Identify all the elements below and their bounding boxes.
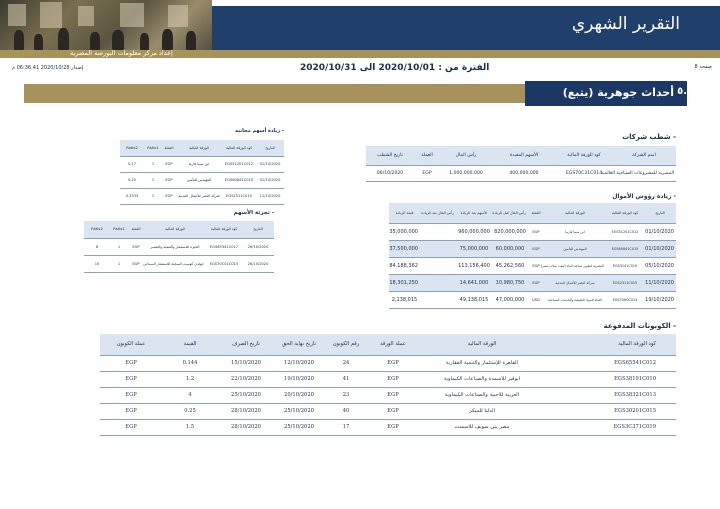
cell: ابن سينا فارما	[176, 156, 222, 172]
cell: شركة النصر للأعمال المدنية	[176, 188, 222, 204]
col-header: تاريخ نهاية الحق	[274, 334, 324, 355]
cell: EGP	[414, 165, 440, 181]
cell	[420, 274, 456, 291]
cell: 26/10/2020	[242, 238, 274, 255]
cell: 400,000,000	[492, 165, 556, 181]
col-header: تاريخ الشطب	[366, 146, 414, 165]
table-row	[389, 257, 676, 274]
cell: 28/10/2020	[218, 403, 274, 419]
col-header: كود الورقة المالية	[556, 146, 612, 165]
capital-header-row	[389, 203, 676, 223]
cell	[420, 291, 456, 308]
cell: EGP	[162, 156, 176, 172]
col-header: كود الورقة المالية	[222, 140, 256, 156]
cell: EGS3C371C019	[546, 419, 676, 435]
cell: المصرية للمشروعات السياحية العالمية	[612, 165, 676, 181]
cell: EGP	[162, 172, 176, 188]
col-header: قيمة الزيادة	[389, 203, 420, 223]
cell: EGS65341C017	[206, 238, 242, 255]
cell: 45,262,560	[492, 257, 528, 274]
cell: 25/10/2020	[274, 403, 324, 419]
cell: 0.3333	[120, 188, 144, 204]
col-header: العملة	[414, 146, 440, 165]
cell: المهندس للتأمين	[176, 172, 222, 188]
cell: ابن سينا فارما	[544, 223, 606, 240]
cell: 10,980,750	[492, 274, 528, 291]
table-row	[389, 291, 676, 308]
section-number: ٥.	[677, 86, 687, 97]
table-row	[100, 355, 676, 371]
cell: مصر بني سويف للاسمنت	[418, 419, 546, 435]
cell: 0.25	[120, 172, 144, 188]
cell: القناه للمواد الطبيعية والخدمات السياحية	[544, 291, 606, 308]
cell: 40	[324, 403, 368, 419]
cell: 19/10/2020	[644, 291, 676, 308]
col-header: الورقة المالية	[544, 203, 606, 223]
col-header: الأسهم المقيدة	[492, 146, 556, 165]
cell: 26/10/2020	[242, 255, 274, 272]
cell: USD	[528, 291, 544, 308]
cell: EGS2311C015	[606, 274, 644, 291]
cell: الدلتا للسكر	[418, 403, 546, 419]
cell: EGP	[528, 274, 544, 291]
cell: 60,000,000	[492, 240, 528, 257]
cell: 18,301,250	[389, 274, 420, 291]
col-header: التاريخ	[242, 221, 274, 238]
cell: EGP	[368, 419, 418, 435]
cell: 01/10/2020	[256, 156, 284, 172]
cell: 1	[144, 156, 162, 172]
cell: EGP	[528, 223, 544, 240]
cell: EGP	[368, 371, 418, 387]
table-row	[120, 172, 284, 188]
cell: 10	[84, 255, 110, 272]
cell: EGS38321C013	[546, 387, 676, 403]
cell: 0.25	[162, 403, 218, 419]
cell: 1,000,000,000	[440, 165, 492, 181]
col-header: العملة	[128, 221, 144, 238]
table-row	[389, 240, 676, 257]
cell: EGP	[162, 188, 176, 204]
col-header: Ratio1	[144, 140, 162, 156]
col-header: الورقة المالية	[176, 140, 222, 156]
capital-increase-table	[389, 203, 676, 309]
bonus-shares-heading: - زيادة أسهم مجانية	[235, 128, 284, 134]
cell	[420, 240, 456, 257]
cell: 19/10/2020	[274, 371, 324, 387]
cell: 8	[84, 238, 110, 255]
cell: 84,188,362	[389, 257, 420, 274]
cell: EGP	[528, 240, 544, 257]
report-title: التقرير الشهري	[571, 14, 680, 34]
cell: 2,138,015	[389, 291, 420, 308]
cell: EGS51201C012	[606, 223, 644, 240]
cell: 0.144	[162, 355, 218, 371]
cell: 24	[324, 355, 368, 371]
cell: 12/10/2020	[274, 355, 324, 371]
delisting-heading: - شطب شركات	[622, 133, 676, 141]
cell: EGP	[368, 403, 418, 419]
page-number: صفحة 8	[694, 64, 712, 70]
cell: جولدن كوست السخنة للاستثمار السياحي	[144, 255, 206, 272]
cell: 25/10/2020	[274, 419, 324, 435]
report-period: الفترة من : 2020/10/01 الى 2020/10/31	[300, 63, 490, 73]
cell: 35,000,000	[389, 223, 420, 240]
col-header: الأسهم بعد الزيادة	[456, 203, 492, 223]
cell: 49,138,015	[456, 291, 492, 308]
col-header: الورقة المالية	[144, 221, 206, 238]
cell: EGP	[100, 387, 162, 403]
cell: EGS51201C012	[222, 156, 256, 172]
issue-timestamp: إصدار 2020/10/28 06:36:41 م	[12, 65, 84, 71]
cell: 17	[324, 419, 368, 435]
col-header: العملة	[162, 140, 176, 156]
cell: 20/10/2020	[274, 387, 324, 403]
cell: EGP	[528, 257, 544, 274]
table-row	[120, 188, 284, 204]
cell: الجيزة للاستثمار والتنمية والتعمير	[144, 238, 206, 255]
delisting-header-row	[366, 146, 676, 165]
table-row	[100, 403, 676, 419]
cell: 47,000,000	[492, 291, 528, 308]
table-row	[84, 255, 274, 272]
cell: 01/10/2020	[644, 240, 676, 257]
col-header: الورقة المالية	[418, 334, 546, 355]
cell: 25/10/2020	[218, 387, 274, 403]
cell: EGP	[100, 371, 162, 387]
col-header: عملة الكوبون	[100, 334, 162, 355]
stock-split-heading: - تجزئة الأسهم	[233, 210, 274, 216]
bonus-shares-table	[120, 140, 284, 205]
delisting-table	[366, 146, 676, 182]
table-row	[120, 156, 284, 172]
header-subtitle: إعداد مركز معلومات البورصة المصرية	[70, 49, 173, 57]
table-row	[366, 165, 676, 181]
cell: EGS70C01C015	[206, 255, 242, 272]
cell: ابوقير للاسمدة والصناعات الكيماوية	[418, 371, 546, 387]
cell: 75,000,000	[456, 240, 492, 257]
cell: EGS2311C015	[222, 188, 256, 204]
cell: 1.5	[162, 419, 218, 435]
coupons-header-row	[100, 334, 676, 355]
cell: 1.2	[162, 371, 218, 387]
cell: 01/10/2020	[644, 223, 676, 240]
cell: العربية للاحبية والصناعات الكيماوية	[418, 387, 546, 403]
col-header: العملة	[528, 203, 544, 223]
col-header: رأس المال بعد الزيادة	[420, 203, 456, 223]
col-header: عملة الورقة	[368, 334, 418, 355]
table-row	[100, 419, 676, 435]
cell: شركة النصر للأعمال المدنية	[544, 274, 606, 291]
col-header: Ratio2	[84, 221, 110, 238]
cell: 01/10/2020	[256, 172, 284, 188]
cell: 05/10/2020	[644, 257, 676, 274]
cell: 37,500,000	[389, 240, 420, 257]
cell: 820,000,000	[492, 223, 528, 240]
cell: 41	[324, 371, 368, 387]
cell: EGP	[368, 355, 418, 371]
cell: 113,156,400	[456, 257, 492, 274]
cell: EGS3141C019	[606, 257, 644, 274]
cell: 11/10/2020	[256, 188, 284, 204]
table-row	[100, 387, 676, 403]
col-header: كود الورقة المالية	[206, 221, 242, 238]
split-header-row	[84, 221, 274, 238]
col-header: رأس المال قبل الزيادة	[492, 203, 528, 223]
cell: EGP	[100, 403, 162, 419]
cell: EGP	[100, 355, 162, 371]
table-row	[389, 274, 676, 291]
cell: 1	[110, 238, 128, 255]
cell: EGP	[368, 387, 418, 403]
col-header: اسم الشركة	[612, 146, 676, 165]
cell: EGS60841C015	[222, 172, 256, 188]
capital-increase-heading: - زيادة رؤوس الأموال	[612, 193, 676, 200]
cell: 15/10/2020	[218, 355, 274, 371]
cell	[420, 257, 456, 274]
cell: EGS70C31C014	[556, 165, 612, 181]
col-header: التاريخ	[256, 140, 284, 156]
col-header: كود الورقة المالية	[546, 334, 676, 355]
cell: 0.17	[120, 156, 144, 172]
col-header: رقم الكوبون	[324, 334, 368, 355]
cell: EGP	[100, 419, 162, 435]
cell: EGS70H0C014	[606, 291, 644, 308]
cell: 11/10/2020	[644, 274, 676, 291]
cell	[420, 223, 456, 240]
table-row	[84, 238, 274, 255]
coupons-heading: - الكوبونات المدفوعة	[603, 322, 676, 330]
cell: 23	[324, 387, 368, 403]
section-title: أحداث جوهرية (يتبع)	[562, 86, 674, 99]
cell: القاهرة للإستثمار والتنمية العقارية	[418, 355, 546, 371]
stock-split-table	[84, 221, 274, 273]
cell: EGS30201C015	[546, 403, 676, 419]
cell: 960,000,000	[456, 223, 492, 240]
bonus-header-row	[120, 140, 284, 156]
cell: 1	[144, 172, 162, 188]
col-header: رأس المال	[440, 146, 492, 165]
col-header: تاريخ الصرف	[218, 334, 274, 355]
cell: EGS60841C015	[606, 240, 644, 257]
cell: 14,641,000	[456, 274, 492, 291]
coupons-table	[100, 334, 676, 436]
cell: 1	[144, 188, 162, 204]
cell: EGP	[128, 255, 144, 272]
cell: EGS38191C010	[546, 371, 676, 387]
col-header: Ratio1	[110, 221, 128, 238]
col-header: التاريخ	[644, 203, 676, 223]
col-header: Ratio2	[120, 140, 144, 156]
cell: المهندس للتأمين	[544, 240, 606, 257]
cell: 22/10/2020	[218, 371, 274, 387]
cell: المصرية لتطوير صناعة البناء (ليفت سلاب مصر)	[544, 257, 606, 274]
cell: 28/10/2020	[218, 419, 274, 435]
cell: 4	[162, 387, 218, 403]
table-row	[100, 371, 676, 387]
cell: 1	[110, 255, 128, 272]
table-row	[389, 223, 676, 240]
cell: 06/10/2020	[366, 165, 414, 181]
col-header: كود الورقة المالية	[606, 203, 644, 223]
cell: EGS65541C012	[546, 355, 676, 371]
col-header: القيمة	[162, 334, 218, 355]
cell: EGP	[128, 238, 144, 255]
